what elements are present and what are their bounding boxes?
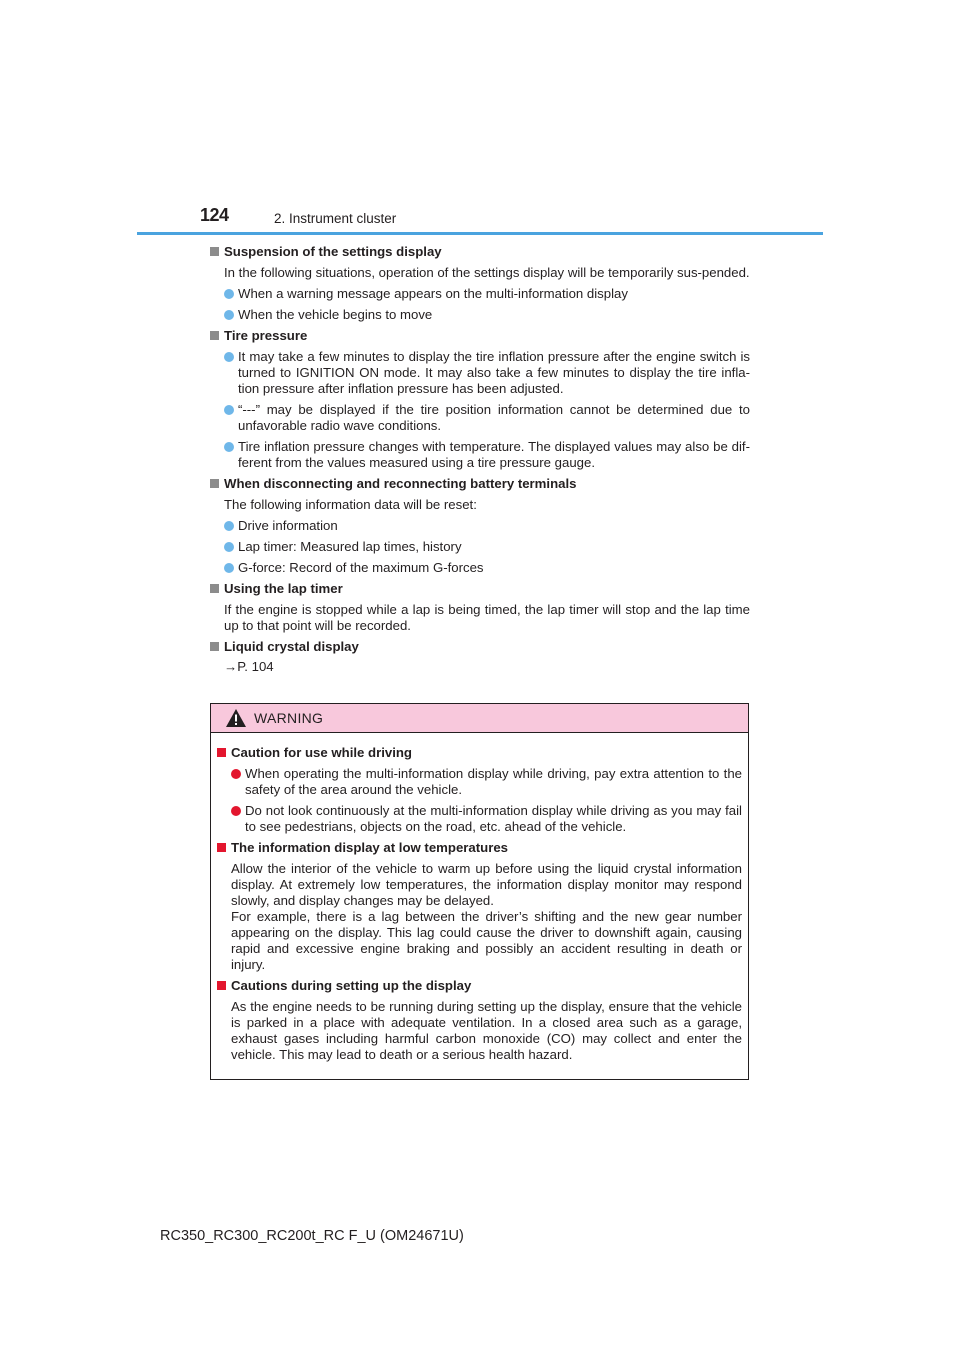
circle-bullet-icon [231, 769, 241, 779]
warning-paragraph: As the engine needs to be running during setting up the display, ensure that the vehicle is parked in a place with adequate ventilation. In a closed area such as a garage, exhaust gases including harmful carbon monoxide (CO) may collect and enter the vehicle. This may lead to death or a serious health hazard. [231, 999, 742, 1062]
list-item: Lap timer: Measured lap times, history [224, 539, 750, 555]
square-bullet-icon [210, 247, 219, 256]
circle-bullet-icon [231, 806, 241, 816]
main-content [210, 244, 750, 675]
section-title: When disconnecting and reconnecting battery terminals [210, 476, 750, 492]
list-item: Tire inflation pressure changes with temperature. The displayed values may also be dif-ferent from the values measured using a tire pressure gauge. [224, 439, 750, 471]
list-item: When a warning message appears on the multi-information display [224, 286, 750, 302]
section-title: Liquid crystal display [210, 639, 750, 655]
list-item: When operating the multi-information display while driving, pay extra attention to the safety of the area around the vehicle. [231, 766, 742, 798]
section-title: Suspension of the settings display [210, 244, 750, 260]
circle-bullet-icon [224, 442, 234, 452]
square-bullet-icon [217, 981, 226, 990]
list-item: G-force: Record of the maximum G-forces [224, 560, 750, 576]
warning-header [211, 704, 748, 733]
square-bullet-icon [210, 479, 219, 488]
circle-bullet-icon [224, 352, 234, 362]
warning-triangle-icon [225, 708, 247, 728]
warning-paragraph: For example, there is a lag between the driver’s shifting and the new gear number appearing on the display. This lag could cause the driver to downshift again, causing rapid and excessive engine braking and possibly an accident resulting in death or injury. [231, 909, 742, 972]
circle-bullet-icon [224, 310, 234, 320]
list-item: “---” may be displayed if the tire position information cannot be determined due to unfavorable radio wave conditions. [224, 402, 750, 434]
square-bullet-icon [210, 584, 219, 593]
list-item: When the vehicle begins to move [224, 307, 750, 323]
footer-model-code: RC350_RC300_RC200t_RC F_U (OM24671U) [160, 1228, 464, 1244]
warning-paragraph: Allow the interior of the vehicle to warm up before using the liquid crystal information display. At extremely low temperatures, the information display monitor may respond slowly, and display changes may be delayed. [231, 861, 742, 908]
warning-section-title: The information display at low temperatures [217, 840, 742, 856]
header-divider [137, 232, 823, 235]
warning-box [210, 703, 749, 1080]
section-paragraph: In the following situations, operation of the settings display will be temporarily sus-pended. [224, 265, 750, 280]
circle-bullet-icon [224, 289, 234, 299]
warning-label: WARNING [254, 710, 324, 726]
square-bullet-icon [217, 843, 226, 852]
section-title: Using the lap timer [210, 581, 750, 597]
chapter-title: 2. Instrument cluster [274, 211, 397, 226]
section-paragraph: The following information data will be reset: [224, 497, 477, 512]
circle-bullet-icon [224, 521, 234, 531]
section-paragraph: If the engine is stopped while a lap is being timed, the lap timer will stop and the lap time up to that point will be recorded. [224, 602, 750, 633]
section-title: Tire pressure [210, 328, 750, 344]
warning-body [211, 733, 748, 1063]
warning-section-title: Cautions during setting up the display [217, 978, 742, 994]
circle-bullet-icon [224, 563, 234, 573]
circle-bullet-icon [224, 405, 234, 415]
list-item: Drive information [224, 518, 750, 534]
page-reference-link[interactable]: →P. 104 [224, 659, 274, 674]
list-item: Do not look continuously at the multi-information display while driving as you may fail to see pedestrians, objects on the road, etc. ahead of the vehicle. [231, 803, 742, 835]
list-item: It may take a few minutes to display the tire inflation pressure after the engine switch is turned to IGNITION ON mode. It may also take a few minutes to display the tire infla-tion pressure after inflation pressure has been adjusted. [224, 349, 750, 397]
square-bullet-icon [217, 748, 226, 757]
circle-bullet-icon [224, 542, 234, 552]
warning-section-title: Caution for use while driving [217, 745, 742, 761]
square-bullet-icon [210, 331, 219, 340]
page-number: 124 [200, 205, 229, 225]
square-bullet-icon [210, 642, 219, 651]
